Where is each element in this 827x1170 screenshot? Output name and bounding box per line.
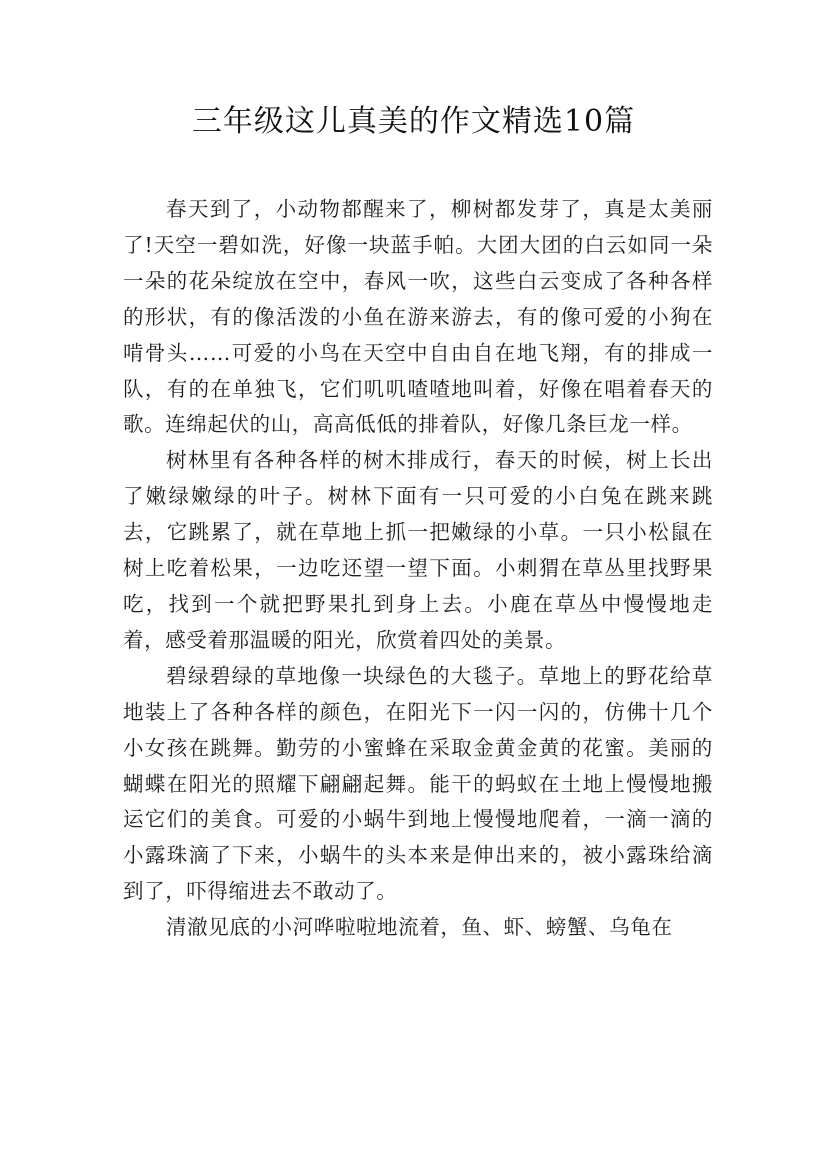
- page-title: 三年级这儿真美的作文精选10篇: [191, 104, 636, 139]
- paragraph-3: 碧绿碧绿的草地像一块绿色的大毯子。草地上的野花给草地装上了各种各样的颜色，在阳光下一闪一闪的，仿佛十几个小女孩在跳舞。勤劳的小蜜蜂在采取金黄金黄的花蜜。美丽的蝴蝶在阳光的照耀下翩翩起舞。能干的蚂蚁在土地上慢慢地搬运它们的美食。可爱的小蜗牛到地上慢慢地爬着，一滴一滴的小露珠滴了下来，小蜗牛的头本来是伸出来的，被小露珠给滴到了，吓得缩进去不敢动了。: [123, 663, 713, 904]
- paragraph-4: 清澈见底的小河哗啦啦地流着，鱼、虾、螃蟹、乌龟在: [166, 915, 673, 940]
- essay-body: [123, 192, 713, 946]
- paragraph-2: 树林里有各种各样的树木排成行，春天的时候，树上长出了嫩绿嫩绿的叶子。树林下面有一只可爱的小白兔在跳来跳去，它跳累了，就在草地上抓一把嫩绿的小草。一只小松鼠在树上吃着松果，一边吃还望一望下面。小刺猬在草丛里找野果吃，找到一个就把野果扎到身上去。小鹿在草丛中慢慢地走着，感受着那温暖的阳光，欣赏着四处的美景。: [123, 448, 713, 652]
- paragraph-1: 春天到了，小动物都醒来了，柳树都发芽了，真是太美丽了!天空一碧如洗，好像一块蓝手帕。大团大团的白云如同一朵一朵的花朵绽放在空中，春风一吹，这些白云变成了各种各样的形状，有的像活泼的小鱼在游来游去，有的像可爱的小狗在啃骨头……可爱的小鸟在天空中自由自在地飞翔，有的排成一队，有的在单独飞，它们叽叽喳喳地叫着，好像在唱着春天的歌。连绵起伏的山，高高低低的排着队，好像几条巨龙一样。: [123, 197, 713, 437]
